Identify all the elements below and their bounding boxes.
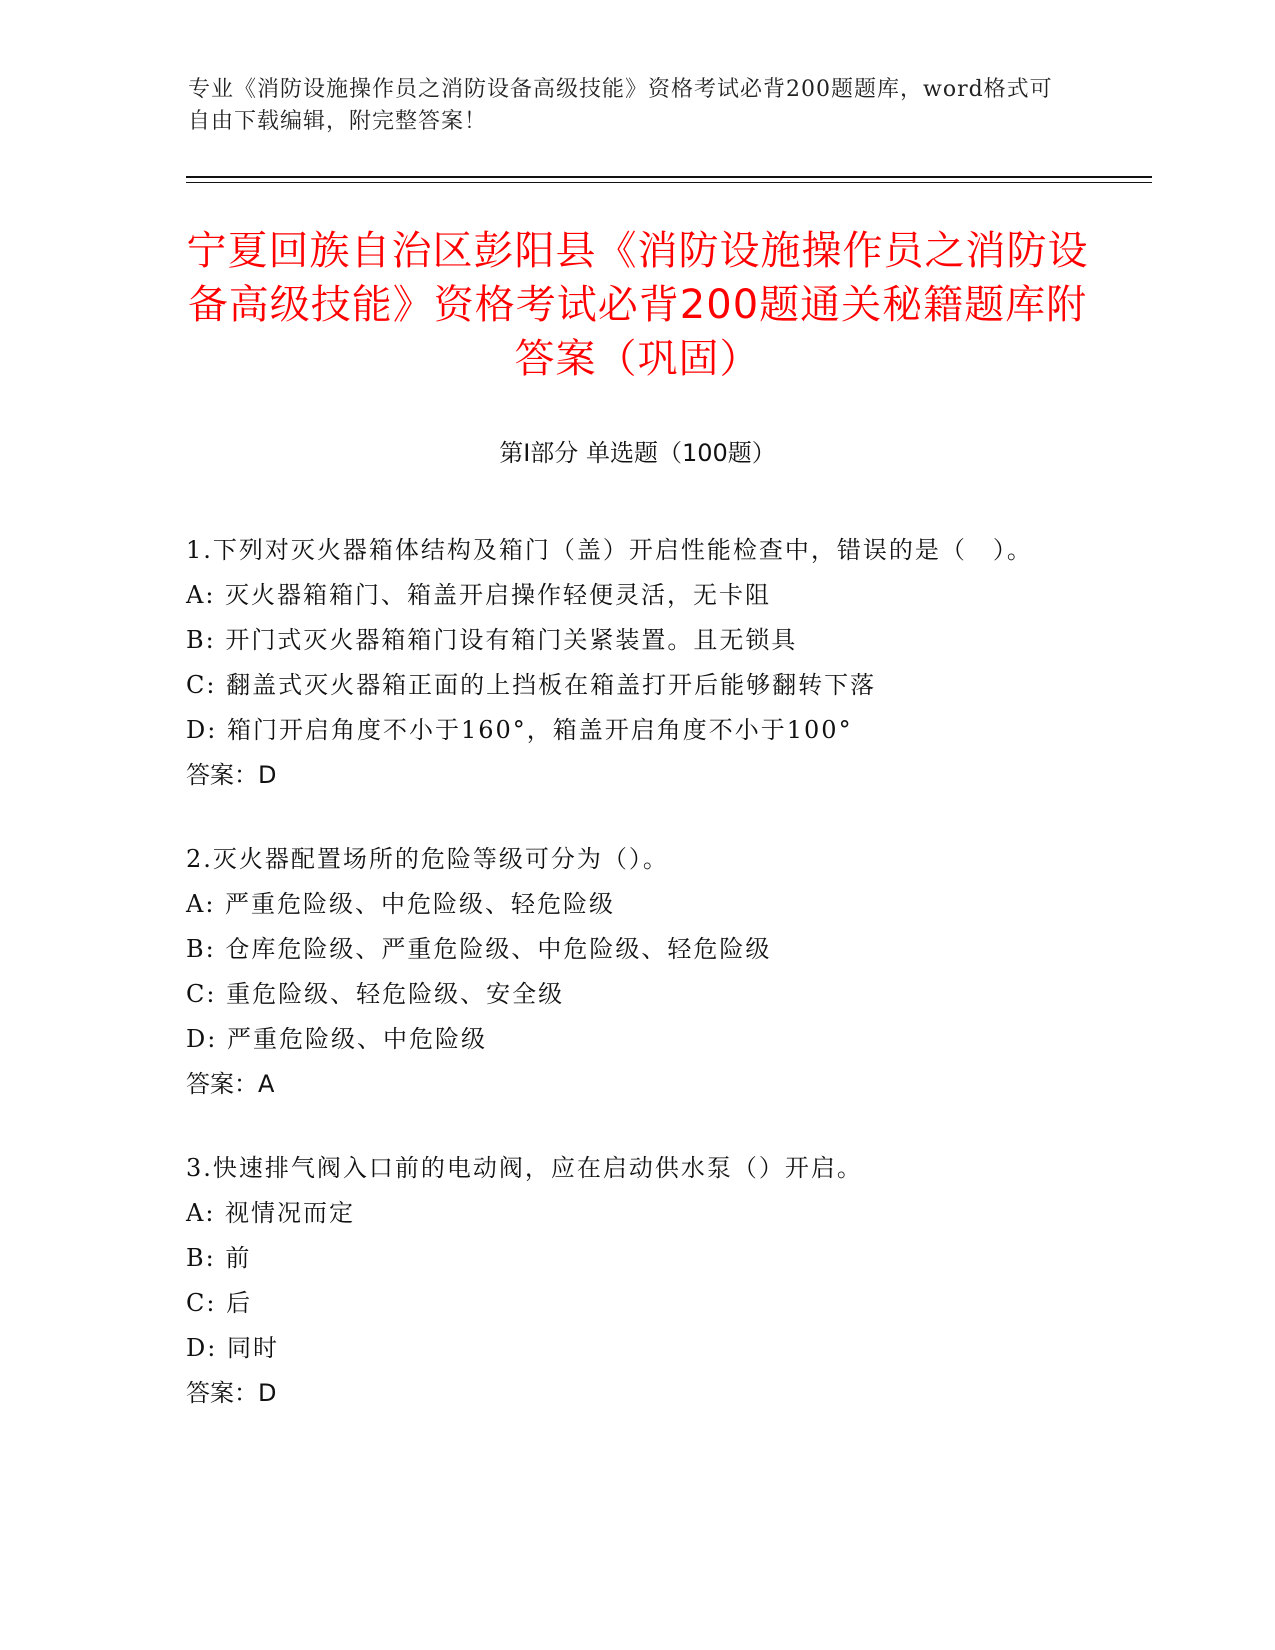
option-d: D: 同时 bbox=[186, 1334, 279, 1362]
option-a: A: 视情况而定 bbox=[186, 1199, 356, 1227]
option-a: A: 严重危险级、中危险级、轻危险级 bbox=[186, 890, 616, 918]
question-stem: 3.快速排气阀入口前的电动阀，应在启动供水泵（）开启。 bbox=[186, 1154, 863, 1182]
header-note: 专业《消防设施操作员之消防设备高级技能》资格考试必背200题题库，word格式可自由下载编辑，附完整答案！ bbox=[188, 77, 1053, 134]
question-2 bbox=[186, 837, 1066, 1107]
option-d: D: 箱门开启角度不小于160°，箱盖开启角度不小于100° bbox=[186, 716, 853, 744]
question-stem: 1.下列对灭火器箱体结构及箱门（盖）开启性能检查中，错误的是（ ）。 bbox=[186, 536, 1033, 564]
option-c: C: 翻盖式灭火器箱正面的上挡板在箱盖打开后能够翻转下落 bbox=[186, 671, 877, 699]
section-title: 第I部分 单选题（100题） bbox=[499, 439, 776, 467]
option-b: B: 前 bbox=[186, 1244, 252, 1272]
document-title: 宁夏回族自治区彭阳县《消防设施操作员之消防设备高级技能》资格考试必背200题通关秘籍题库附答案（巩固） bbox=[186, 228, 1089, 382]
answer-line: 答案：D bbox=[186, 1379, 277, 1407]
answer-line: 答案：A bbox=[186, 1070, 275, 1098]
answer-line: 答案：D bbox=[186, 761, 277, 789]
header-rule-thick bbox=[186, 176, 1152, 178]
option-d: D: 严重危险级、中危险级 bbox=[186, 1025, 487, 1053]
option-b: B: 开门式灭火器箱箱门设有箱门关紧装置。且无锁具 bbox=[186, 626, 798, 654]
option-c: C: 重危险级、轻危险级、安全级 bbox=[186, 980, 565, 1008]
option-c: C: 后 bbox=[186, 1289, 253, 1317]
question-stem: 2.灭火器配置场所的危险等级可分为（）。 bbox=[186, 845, 669, 873]
option-a: A: 灭火器箱箱门、箱盖开启操作轻便灵活，无卡阻 bbox=[186, 581, 772, 609]
question-list bbox=[186, 528, 1066, 1455]
option-b: B: 仓库危险级、严重危险级、中危险级、轻危险级 bbox=[186, 935, 772, 963]
question-1 bbox=[186, 528, 1066, 798]
header-rule-thin bbox=[186, 182, 1152, 183]
question-3 bbox=[186, 1146, 1066, 1416]
